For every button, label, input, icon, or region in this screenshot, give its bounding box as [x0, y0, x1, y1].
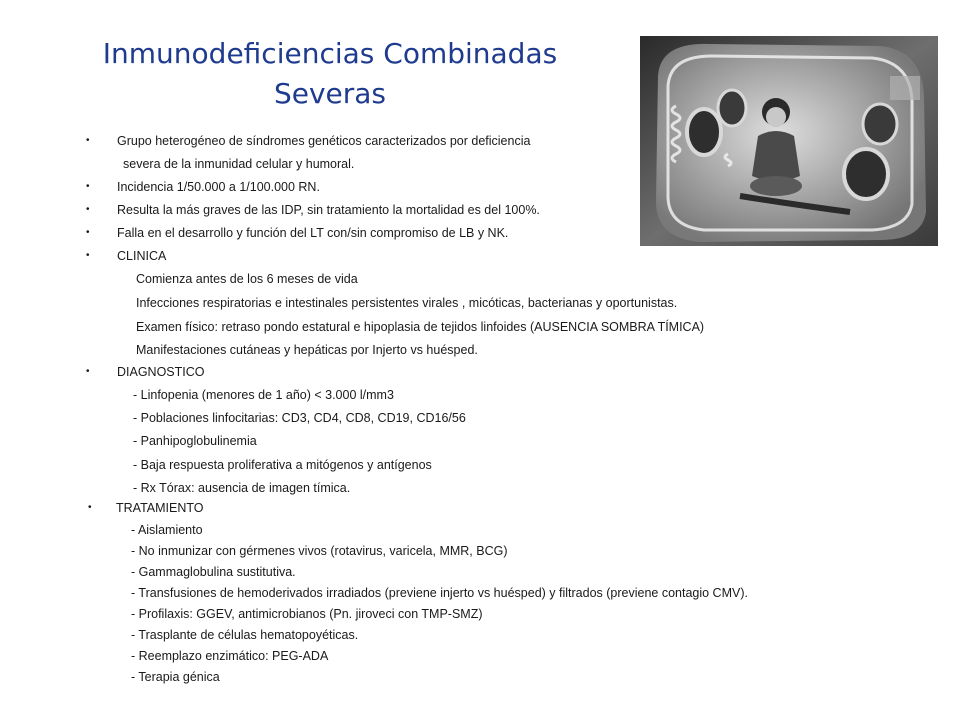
bullet-icon: •: [88, 502, 92, 513]
slide-title-line-2: Severas: [273, 77, 387, 110]
intro-text-1-cont: severa de la inmunidad celular y humoral.: [123, 157, 355, 171]
tratamiento-item-8: - Terapia génica: [131, 670, 220, 684]
intro-text-1: Grupo heterogéneo de síndromes genéticos caracterizados por deficiencia: [117, 134, 531, 148]
clinica-item-4: Manifestaciones cutáneas y hepáticas por Injerto vs huésped.: [136, 343, 478, 357]
tratamiento-item-2: - No inmunizar con gérmenes vivos (rotavirus, varicela, MMR, BCG): [131, 544, 508, 558]
tratamiento-heading: TRATAMIENTO: [116, 501, 204, 515]
bullet-icon: •: [86, 181, 90, 192]
tratamiento-item-7: - Reemplazo enzimático: PEG-ADA: [131, 649, 329, 663]
slide-title-line-1: Inmunodeficiencias Combinadas: [102, 37, 558, 70]
diagnostico-heading: DIAGNOSTICO: [117, 365, 205, 379]
slide-title: [60, 34, 600, 114]
bullet-icon: •: [86, 250, 90, 261]
clinica-item-2: Infecciones respiratorias e intestinales persistentes virales , micóticas, bacterianas y oportunistas.: [136, 296, 678, 310]
clinica-heading: CLINICA: [117, 249, 167, 263]
diagnostico-item-5: - Rx Tórax: ausencia de imagen tímica.: [133, 481, 351, 495]
intro-text-2: Incidencia 1/50.000 a 1/100.000 RN.: [117, 180, 320, 194]
tratamiento-item-4: - Transfusiones de hemoderivados irradiados (previene injerto vs huésped) y filtrados (previene contagio CMV).: [131, 586, 748, 600]
diagnostico-item-3: - Panhipoglobulinemia: [133, 434, 257, 448]
bullet-icon: •: [86, 204, 90, 215]
clinica-item-1: Comienza antes de los 6 meses de vida: [136, 272, 358, 286]
intro-text-4: Falla en el desarrollo y función del LT con/sin compromiso de LB y NK.: [117, 226, 509, 240]
diagnostico-item-2: - Poblaciones linfocitarias: CD3, CD4, CD8, CD19, CD16/56: [133, 411, 466, 425]
diagnostico-item-4: - Baja respuesta proliferativa a mitógenos y antígenos: [133, 458, 432, 472]
bullet-icon: •: [86, 227, 90, 238]
tratamiento-item-6: - Trasplante de células hematopoyéticas.: [131, 628, 359, 642]
intro-text-3: Resulta la más graves de las IDP, sin tratamiento la mortalidad es del 100%.: [117, 203, 540, 217]
clinica-item-3: Examen físico: retraso pondo estatural e hipoplasia de tejidos linfoides (AUSENCIA SOMBRA TÍMICA): [136, 320, 705, 334]
tratamiento-item-1: - Aislamiento: [131, 523, 203, 537]
isolation-bubble-photo: [640, 36, 938, 246]
tratamiento-item-5: - Profilaxis: GGEV, antimicrobianos (Pn. jiroveci con TMP-SMZ): [131, 607, 483, 621]
bullet-icon: •: [86, 366, 90, 377]
diagnostico-item-1: - Linfopenia (menores de 1 año) < 3.000 l/mm3: [133, 388, 394, 402]
tratamiento-item-3: - Gammaglobulina sustitutiva.: [131, 565, 296, 579]
bullet-icon: •: [86, 135, 90, 146]
